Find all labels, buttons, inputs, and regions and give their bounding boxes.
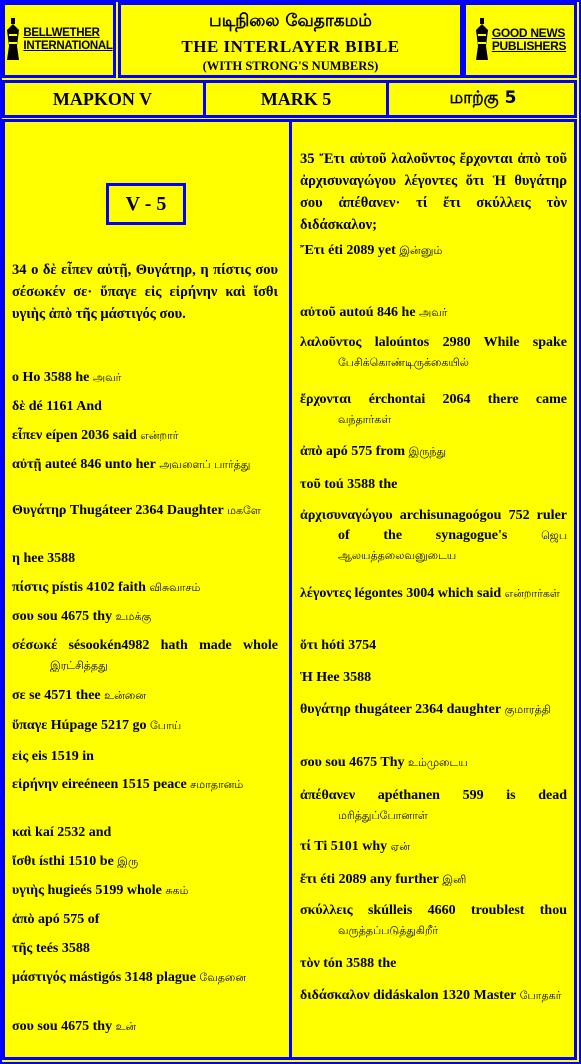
entry-tamil: அவர் (92, 371, 122, 384)
entry-gloss: laloúntos 2980 While spake (374, 335, 567, 350)
entry-greek: ἔτι (300, 872, 317, 887)
entry-tamil: ஏன் (390, 840, 410, 853)
entry-gloss: éti 2089 yet (328, 243, 396, 258)
left-entry (12, 501, 278, 521)
entry-gloss: eípen 2036 said (45, 428, 137, 443)
entry-tamil: இரு (117, 855, 139, 868)
left-verse: 34 ο δὲ εἶπεν αὐτῇ, Θυγάτηρ, η πίστις σου σέσωκέν σε· ὕπαγε εἰς εἰρήνην καὶ ἴσθι υγιὴς ἀπὸ τῆς μάστιγός σου. (12, 262, 278, 322)
left-entry (12, 455, 278, 475)
entry-tamil: விசுவாசம் (149, 581, 201, 594)
good-news-logo-icon (474, 16, 490, 64)
entry-tamil: ஜெப ஆலயத்தலைவனுடைய (338, 529, 568, 562)
entry-gloss: thugáteer 2364 daughter (354, 702, 502, 717)
entry-gloss: apéthanen 599 is dead (377, 788, 567, 803)
entry-gloss: sou 4675 Thy (325, 755, 405, 770)
entry-gloss: auteé 846 unto her (44, 457, 156, 472)
entry-tamil: குமாரத்தி (504, 703, 551, 716)
entry-tamil: உன் (115, 1020, 137, 1033)
entry-greek: σου (12, 1019, 34, 1034)
entry-gloss: ísthi 1510 be (39, 854, 114, 869)
entry-gloss: archisunagoógou 752 ruler of the synagogue's (338, 508, 568, 543)
entry-gloss: kaí 2532 and (35, 825, 112, 840)
entry-gloss: éti 2089 any further (320, 872, 439, 887)
right-entry (300, 390, 567, 430)
entry-greek: τί (300, 839, 311, 854)
entry-greek: πίστις (12, 580, 49, 595)
left-entry (12, 881, 278, 901)
entry-greek: ἀπὸ (12, 912, 35, 927)
right-entry (300, 901, 567, 941)
entry-tamil: வந்தார்கள் (338, 413, 392, 426)
left-entry (12, 716, 278, 736)
left-entry (12, 747, 278, 767)
entry-greek: ἀπὸ (300, 444, 323, 459)
entry-greek: Θυγάτηρ (12, 503, 67, 518)
chapter-label: V - 5 (106, 183, 186, 225)
entry-gloss: hugieés 5199 whole (47, 883, 162, 898)
entry-tamil: பேசிக்கொண்டிருக்கையில் (338, 356, 469, 369)
entry-greek: σου (300, 755, 322, 770)
logo-left-text: BELLWETHER INTERNATIONAL (23, 27, 113, 52)
entry-gloss: Thugáteer 2364 Daughter (69, 503, 224, 518)
left-entry (12, 968, 278, 988)
entry-tamil: உம்முடைய (408, 756, 468, 769)
book-greek: MAPKON V (52, 88, 153, 109)
right-entry (300, 753, 567, 773)
left-entry (12, 910, 278, 930)
left-entry (12, 426, 278, 446)
title-english: THE INTERLAYER BIBLE (181, 37, 400, 56)
entry-greek: εἶπεν (12, 428, 43, 443)
left-entry (12, 939, 278, 959)
entry-greek: αὐτοῦ (300, 305, 336, 320)
book-english: MARK 5 (260, 88, 332, 109)
entry-gloss: pístis 4102 faith (51, 580, 146, 595)
entry-gloss: apó 575 from (325, 444, 406, 459)
right-entry (300, 700, 567, 720)
right-entry (300, 475, 567, 495)
title-subtitle: (WITH STRONG'S NUMBERS) (202, 59, 379, 73)
entry-gloss: sou 4675 thy (37, 1019, 113, 1034)
entry-gloss: dé 1161 And (28, 399, 102, 414)
right-entry (300, 506, 567, 566)
entry-gloss: eireéneen 1515 peace (61, 777, 187, 792)
entry-gloss: érchontai 2064 there came (368, 392, 567, 407)
entry-greek: εἰρήνην (12, 777, 59, 792)
entry-greek: ὕπαγε (12, 718, 48, 733)
entry-greek: ο (12, 370, 19, 385)
entry-greek: αὐτῇ (12, 457, 42, 472)
entry-tamil: அவளைப் பார்த்து (159, 458, 251, 471)
entry-greek: η (12, 551, 20, 566)
entry-gloss: sésookén4982 hath made whole (68, 638, 278, 653)
left-entry (12, 397, 278, 417)
entry-gloss: teés 3588 (35, 941, 90, 956)
entry-tamil: போய் (149, 719, 182, 732)
entry-tamil: இன்னும் (399, 244, 443, 257)
title-tamil: படிநிலை வேதாகமம் (209, 11, 372, 31)
right-entry (300, 986, 567, 1006)
entry-greek: ἀρχισυναγώγου (300, 508, 393, 523)
entry-gloss: eis 1519 in (31, 749, 94, 764)
entry-gloss: didáskalon 1320 Master (373, 988, 517, 1003)
entry-tamil: இருந்து (408, 445, 447, 458)
logo-left-box (2, 2, 116, 78)
entry-greek: λαλοῦντος (300, 335, 362, 350)
right-entry (300, 333, 567, 373)
left-entry (12, 578, 278, 598)
entry-gloss: hóti 3754 (321, 638, 377, 653)
entry-greek: λέγοντες (300, 586, 352, 601)
entry-gloss: apó 575 of (37, 912, 100, 927)
right-entry (300, 668, 567, 688)
left-entry (12, 549, 278, 569)
right-entry (300, 241, 567, 261)
right-entry (300, 837, 567, 857)
entry-tamil: இனி (442, 873, 467, 886)
entry-tamil: அவர் (419, 306, 448, 319)
logo-right-text: GOOD NEWS PUBLISHERS (491, 26, 567, 53)
entry-tamil: வேதனை (199, 971, 246, 984)
entry-greek: υγιὴς (12, 883, 45, 898)
entry-gloss: skúlleis 4660 troublest thou (367, 903, 567, 918)
entry-greek: ἀπέθανεν (300, 788, 356, 803)
entry-greek: μάστιγός (12, 970, 66, 985)
right-entry (300, 786, 567, 826)
entry-greek: σέσωκέ (12, 638, 58, 653)
entry-greek: ἔρχονται (300, 392, 352, 407)
entry-greek: θυγάτηρ (300, 702, 351, 717)
entry-tamil: என்றார் (140, 429, 179, 442)
left-entry (12, 686, 278, 706)
entry-gloss: tón 3588 the (323, 956, 397, 971)
entry-gloss: se 4571 thee (29, 688, 101, 703)
entry-gloss: sou 4675 thy (37, 609, 113, 624)
entry-greek: δὲ (12, 399, 26, 414)
entry-gloss: autoú 846 he (339, 305, 416, 320)
entry-tamil: உமக்கு (115, 610, 152, 623)
right-entry (300, 870, 567, 890)
entry-greek: Ἔτι (300, 243, 325, 258)
entry-tamil: என்றார்கள் (504, 587, 560, 600)
entry-greek: τὸν (300, 956, 320, 971)
entry-greek: εἰς (12, 749, 29, 764)
entry-greek: σου (12, 609, 34, 624)
left-entry (12, 775, 278, 795)
book-tamil: மாற்கு 5 (449, 88, 517, 108)
entry-greek: τῆς (12, 941, 33, 956)
entry-greek: καὶ (12, 825, 32, 840)
right-entry (300, 584, 567, 604)
right-entry (300, 954, 567, 974)
left-entry (12, 636, 278, 676)
entry-gloss: hee 3588 (23, 551, 76, 566)
entry-gloss: légontes 3004 which said (354, 586, 502, 601)
entry-tamil: மரித்துப்போனாள் (338, 809, 428, 822)
left-entry (12, 852, 278, 872)
entry-tamil: இரட்சித்தது (50, 659, 108, 672)
entry-greek: ὅτι (300, 638, 318, 653)
right-entry (300, 442, 567, 462)
entry-greek: τοῦ (300, 477, 321, 492)
bellwether-logo-icon (5, 16, 21, 64)
entry-tamil: வருத்தப்படுத்துகிறீர் (338, 924, 439, 937)
left-entry (12, 823, 278, 843)
entry-gloss: toú 3588 the (324, 477, 398, 492)
right-entry (300, 636, 567, 656)
entry-greek: σκύλλεις (300, 903, 353, 918)
right-entry (300, 303, 567, 323)
title-box (118, 2, 463, 78)
entry-tamil: சுகம் (165, 884, 189, 897)
right-verse: 35 Ἔτι αὐτοῦ λαλοῦντος ἔρχονται ἀπὸ τοῦ ἀρχισυναγώγου λέγοντες ὅτι Ἡ θυγάτηρ σου ἀπέθανεν· τί ἔτι σκύλλεις τὸν διδάσκαλον; (300, 151, 567, 233)
left-entry (12, 1017, 278, 1037)
entry-gloss: Ho 3588 he (22, 370, 90, 385)
entry-tamil: சமாதானம் (190, 778, 244, 791)
entry-tamil: போதகர் (519, 989, 562, 1002)
left-entry (12, 607, 278, 627)
entry-tamil: உன்னை (104, 689, 146, 702)
entry-tamil: மகளே (227, 504, 261, 517)
entry-greek: Ἡ (300, 670, 313, 685)
entry-greek: σε (12, 688, 26, 703)
left-entry (12, 368, 278, 388)
entry-gloss: Húpage 5217 go (50, 718, 147, 733)
logo-right-box (463, 2, 577, 78)
entry-gloss: Ti 5101 why (314, 839, 388, 854)
entry-gloss: mástigós 3148 plague (69, 970, 196, 985)
entry-greek: ἴσθι (12, 854, 36, 869)
entry-greek: διδάσκαλον (300, 988, 370, 1003)
entry-gloss: Hee 3588 (316, 670, 372, 685)
